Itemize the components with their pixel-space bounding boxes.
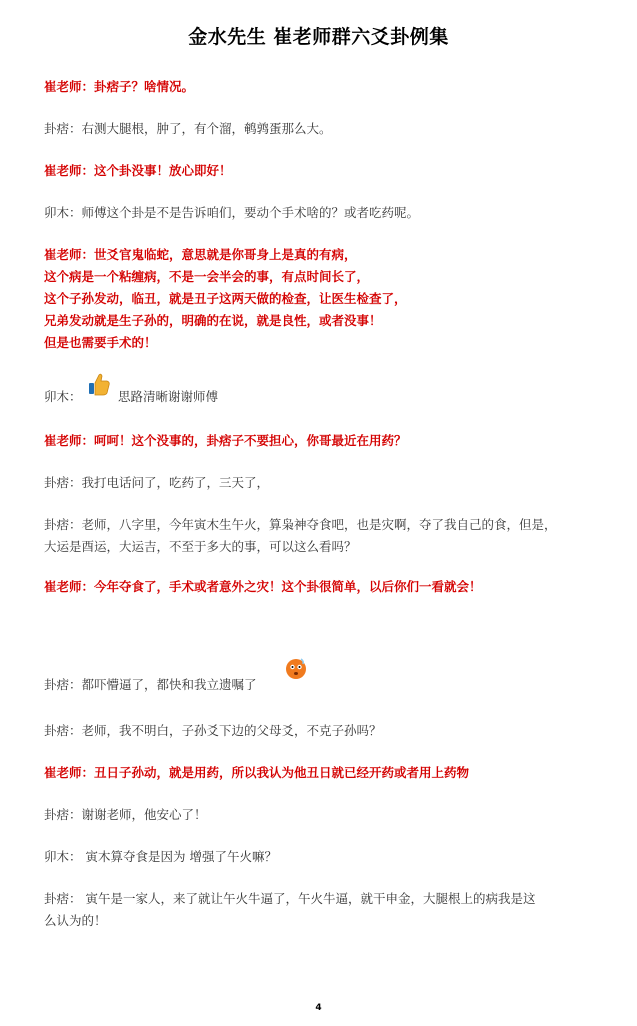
message-line: 卦痞：右测大腿根，肿了，有个溜，鹌鹑蛋那么大。 [44, 121, 332, 136]
thumbs-up-icon [88, 372, 110, 396]
message-line: 崔老师：丑日子孙动，就是用药，所以我认为他丑日就已经开药或者用上药物 [44, 765, 470, 780]
message-line: 么认为的！ [44, 913, 107, 928]
message-line: 卯木： 寅木算夺食是因为 增强了午火嘛？ [44, 849, 277, 864]
message-line: 大运是酉运，大运吉，不至于多大的事，可以这么看吗？ [44, 539, 357, 554]
message-line: 这个子孙发动，临丑，就是丑子这两天做的检查，让医生检查了， [44, 291, 407, 306]
message-line: 这个病是一个粘缠病，不是一会半会的事，有点时间长了， [44, 269, 370, 284]
message-line: 卦痞：都吓懵逼了，都快和我立遗嘱了 [44, 677, 257, 692]
message-line: 思路清晰谢谢师傅 [118, 389, 219, 404]
message-line: 崔老师：这个卦没事！放心即好！ [44, 163, 232, 178]
page-title: 金水先生 崔老师群六爻卦例集 [188, 26, 449, 48]
message-line: 崔老师：世爻官鬼临蛇，意思就是你哥身上是真的有病， [44, 247, 357, 262]
message-line: 卯木： [44, 389, 82, 404]
message-line: 但是也需要手术的！ [44, 335, 157, 350]
message-line: 卦痞： 寅午是一家人，来了就让午火牛逼了，午火牛逼，就干申金，大腿根上的病我是这 [44, 891, 536, 906]
message-line: 卦痞：老师，八字里，今年寅木生午火，算枭神夺食吧，也是灾啊，夺了我自己的食，但是， [44, 517, 557, 532]
message-line: 卯木：师傅这个卦是不是告诉咱们，要动个手术啥的？或者吃药呢。 [44, 205, 420, 220]
message-line: 崔老师：今年夺食了，手术或者意外之灾！这个卦很简单，以后你们一看就会！ [44, 579, 482, 594]
message-line: 兄弟发动就是生子孙的，明确的在说，就是良性，或者没事！ [44, 313, 382, 328]
message-line: 崔老师：卦痞子？啥情况。 [44, 79, 195, 94]
message-line: 崔老师：呵呵！这个没事的，卦痞子不要担心，你哥最近在用药？ [44, 433, 407, 448]
message-line: 卦痞：谢谢老师，他安心了！ [44, 807, 207, 822]
page-number: 4 [315, 1003, 322, 1013]
message-line: 卦痞：我打电话问了，吃药了，三天了， [44, 475, 270, 490]
scared-face-icon [284, 656, 308, 680]
message-line: 卦痞：老师，我不明白，子孙爻下边的父母爻，不克子孙吗？ [44, 723, 382, 738]
